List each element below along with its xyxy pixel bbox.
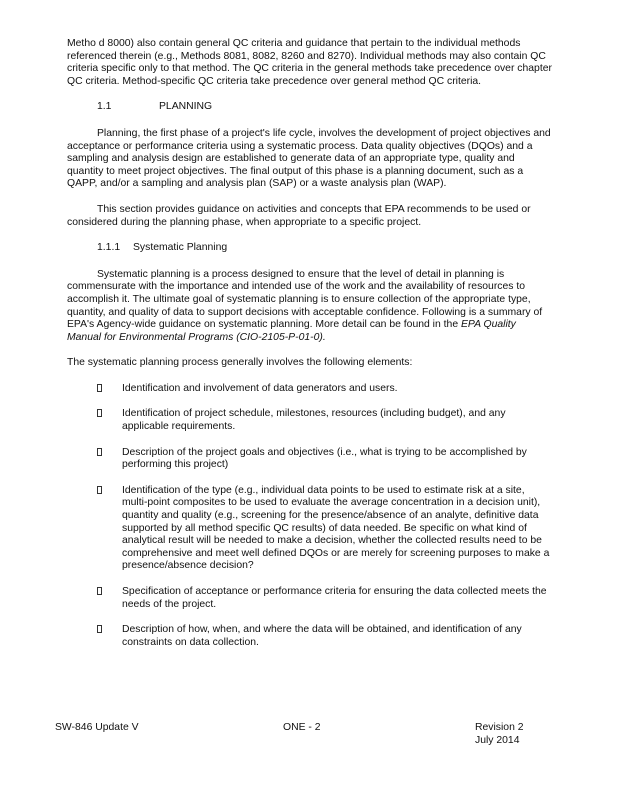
section-number: 1.1.1 — [97, 242, 121, 254]
systematic-paragraph-text: Systematic planning is a process designed to ensure that the level of detail in planning is commensurate with the importance and intended use of the work and the availability of resources to accomplish it. The ultimate goal of systematic planning is to ensure collection of the appropriate type, quantity, and quality of data to support decisions with acceptable confidence. Following is a summary of EPA's Agency-wide guidance on systematic planning. More detail can be found in the — [67, 268, 543, 331]
section-heading-1-1 — [97, 101, 552, 114]
section-title: Systematic Planning — [133, 242, 228, 254]
list-item — [67, 408, 552, 433]
bullet-box-icon — [97, 625, 102, 633]
revision-label: Revision 2 — [475, 722, 524, 733]
elements-list — [67, 383, 552, 650]
bullet-box-icon — [97, 486, 102, 494]
manual-reference: EPA Quality Manual for Environmental Programs (CIO-2105-P-01-0). — [67, 319, 516, 343]
systematic-planning-paragraph — [67, 269, 552, 345]
bullet-box-icon — [97, 409, 102, 417]
footer-document-id: SW-846 Update V — [55, 722, 139, 733]
list-item-text: Identification of project schedule, milestones, resources (including budget), and any applicable requirements. — [122, 408, 506, 433]
footer-revision — [475, 721, 524, 747]
revision-date: July 2014 — [475, 735, 520, 746]
list-item-text: Identification of the type (e.g., individual data points to be used to estimate risk at a site, multi-point composites to be used to evaluate the average concentration in a decision unit), quantity and quality (e.g., screening for the presence/absence of an analyte, definitive data supported by all method specific QC results) of data needed. Be specific on what kind of analytical result will be needed to make a decision, whether the collected results need to be comprehensive and meet well defined DQOs or are merely for screening purposes to make a presence/absence decision? — [122, 484, 550, 572]
list-item-text: Description of the project goals and objectives (i.e., what is trying to be accomplished by performing this project) — [122, 446, 527, 471]
footer-page-number: ONE - 2 — [283, 722, 321, 733]
section-number: 1.1 — [97, 101, 112, 113]
intro-paragraph: Metho d 8000) also contain general QC criteria and guidance that pertain to the individual methods referenced therein (e.g., Methods 8081, 8082, 8260 and 8270). Individual methods may also contain QC criteria specific only to that method. The QC criteria in the general methods take precedence over chapter QC criteria. Method-specific QC criteria take precedence over general method QC criteria. — [67, 38, 552, 87]
bullet-box-icon — [97, 384, 102, 392]
list-item — [67, 624, 552, 649]
bullet-box-icon — [97, 448, 102, 456]
section-title: PLANNING — [159, 101, 213, 113]
list-item — [67, 447, 552, 472]
list-item — [67, 586, 552, 611]
list-item-text: Identification and involvement of data generators and users. — [122, 382, 398, 394]
list-item-text: Description of how, when, and where the data will be obtained, and identification of any constraints on data collection. — [122, 624, 522, 648]
planning-paragraph-2: This section provides guidance on activities and concepts that EPA recommends to be used or considered during the planning phase, when appropriate to a specific project. — [67, 203, 531, 228]
list-item — [67, 485, 552, 573]
list-item-text: Specification of acceptance or performance criteria for ensuring the data collected meets the needs of the project. — [122, 586, 547, 610]
section-heading-1-1-1 — [97, 242, 552, 255]
list-item — [67, 383, 552, 396]
planning-paragraph-1: Planning, the first phase of a project's life cycle, involves the development of project objectives and acceptance or performance criteria using a systematic process. Data quality objectives (DQOs) and a sampling and analysis design are established to generate data of an appropriate type, quality and quantity to meet project objectives. The final output of this phase is a planning document, such as a QAPP, and/or a sampling and analysis plan (SAP) or a waste analysis plan (WAP). — [67, 127, 551, 190]
elements-intro: The systematic planning process generally involves the following elements: — [67, 357, 413, 369]
document-page — [67, 38, 552, 662]
bullet-box-icon — [97, 587, 102, 595]
